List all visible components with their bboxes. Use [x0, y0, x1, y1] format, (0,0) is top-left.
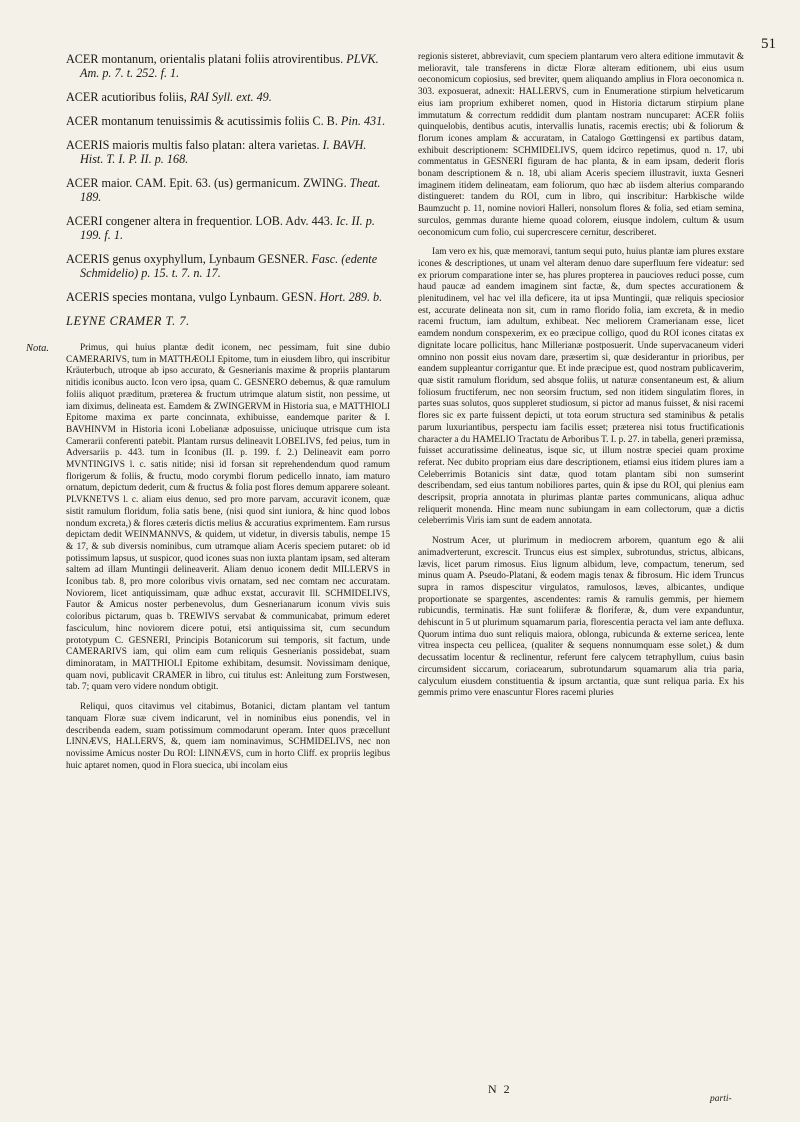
- synonym-citation: Pin. 431.: [340, 114, 386, 128]
- synonym-entry: [66, 138, 390, 166]
- synonym-citation: Hort. 289. b.: [319, 290, 383, 304]
- synonym-list: [66, 52, 390, 304]
- synonym-main: ACERIS maioris multis falso platan: altera varietas.: [66, 138, 320, 152]
- synonym-citation: I. BAVH. Hist. T. I. P. II. p. 168.: [80, 138, 367, 166]
- synonym-main: ACER montanum tenuissimis & acutissimis foliis C. B.: [66, 114, 338, 128]
- synonym-main: ACER maior. CAM. Epit. 63. (us) germanicum. ZWING.: [66, 176, 347, 190]
- synonym-entry: [66, 252, 390, 280]
- signature-mark: N 2: [488, 1082, 512, 1096]
- synonym-main: ACERIS genus oxyphyllum, Lynbaum GESNER.: [66, 252, 309, 266]
- paragraph: Primus, qui huius plantæ dedit iconem, nec pessimam, fuit sine dubio CAMERARIVS, tum in MATTHÆOLI Epitome, tum in eiusdem libro, qui inscribitur Kräuterbuch, utroque ab ipso accurato, & Gesnerianis maxime & propriis plantarum nitidis iconibus aucto. Icon vero ipsa, quam C. GESNERO debemus, & quæ ramulum foliis aliquot præditum, præterea & fructum utrimque alatum sistit, non pessime, ut iam diximus, delineata est. Eamdem & ZWINGERVM in Historia sua, e MATTHIOLI Epitome maxima ex parte concinnata, exhibuisse, eandemque pariter & I. BAVHINVM in Historia iconi Lobelianæ adposuisse, uniciuque utrisque cum ista Camerarii conferenti patebit. Plantam rursus delineavit LOBELIVS, fed peius, tum in Adversariis p. 443. tum in Iconibus (II. p. 199. f. 2.) Delineavit eam porro MVNTINGIVS l. c. satis nitide; nisi id forsan sit reprehendendum quod ramum florigerum & foliis, & fructu, modo corymbi florum pedicello innato, iam maturo ornatum, depictum dederit, cum & fructus & folia post flores demum apparere soleant. PLVKNETVS l. c. aliam eius denuo, sed pro more parvam, accuravit iconem, quæ sistit ramulum floridum, folia satis bene, (nisi quod sint iuniora, & hinc quod lobos nondum excreta,) & flores cæteris dictis melius & accuratius exprimentem. Eam rursus depictam dedit WEINMANNVS, & quidem, ut videtur, in diversis tabulis, nempe 15 & 17, & sub diversis nominibus, cum utramque aliam Aceris speciem putaret: ob id potissimum lapsus, ut suspicor, quod icones suas non iuxta plantam ipsam, sed alteram saltem ad illam Muntingii delineaverit. Aliam denuo iconem dedit MILLERVS in Iconibus tab. 8, pro more coloribus vivis ornatam, sed nec comtam nec accuratam. Noviorem, licet antiquissimam, quæ adhuc exstat, accuravit Ill. SCHMIDELIVS, Fautor & Amicus noster perbenevolus, dum Gesnerianarum iconum vivis suis coloribus pictarum, quas b. TREWIVS servabat & communicabat, primum ederet fasciculum, hinc noviorem dicere potui, etsi antiquissima sit, cum secundum prototypum C. GESNERI, Principis Botanicorum sui temporis, sit factum, unde CAMERARIVS iam, qui olim eam cum reliquis Gesnerianis possidebat, suam diminoratam, in MATTHIOLI Epitome exhibitam, desumsit. Novissimam denique, quam novi, publicavit CRAMER in libro, cui titulus est: Anleitung zum Forstwesen, tab. 7; quam vero videre nondum obtigit.: [66, 343, 391, 693]
- synonym-citation: Theat. 189.: [80, 176, 381, 204]
- left-paragraphs: [66, 343, 390, 772]
- nota-label: Nota.: [26, 343, 50, 354]
- synonym-main: ACER acutioribus foliis,: [66, 90, 187, 104]
- synonym-main: ACER montanum, orientalis platani foliis atrovirentibus.: [66, 52, 344, 66]
- paragraph: Iam vero ex his, quæ memoravi, tantum sequi puto, huius plantæ iam plures exstare icones & descriptiones, ut unam vel alteram denuo dare superfluum fere videatur: sed ex priorum comparatione inter se, has plures propterea in paucioves reduci posse, cum haud paucæ ad eandem imaginem sint factæ, &, dum spectes accurationem & plenitudinem, vel hac vel illa deficere, ita ut ipsa Muntingii, quæ reliquis speciosior est, accurate delineata non sit, cum in ramo florido folia, iam excreta, & in medio racemi fructum, iam adultum, exhibeat. Nec meliorem Cramerianam esse, licet eamdem nondum conspexerim, ex eo præcipue colligo, quod du ROI icones citatas ex dignitate locare pollicitus, hanc Millerianæ postposuerit. Unde supervacaneum videri omnino non possit eius novam dare, præsertim si, quæ desiderantur in prioribus, per eandem suppleantur corrigantur que. Et inde præcipue est, quod nostram publicaverim, quæ sistit ramulum floridum, sed absque foliis, ut naturæ consentaneum est, & alium foliosum fructiferum, nec non seorsim fructum, sed non itidem singulatim flores, in partes suas solutos, quos suppleret studiosum, si pictor ad manus fuisset, & nisi racemi flores sic ex parte fuissent depicti, ut tota eorum structura sed staminibus & petalis parum luxuriantibus, perspectu iam facilis esset; præterea nisi totus fructificationis character a du HAMELIO Tractatu de Arboribus T. I. p. 27. in tabella, generi præmissa, fuisset accuratissime delineatus, isque sic, ut illum nostræ speciei quam proxime referat. Nec dubito propriam eius dare descriptionem, etiamsi eius itidem plures iam a Celeberrimis Botanicis sint datæ, quod totam plantam sibi non sumserint describendam, sed eius tantum nobiliores partes, quin & ipse du ROI, qui plenius eam descripsit, propria annotata in plurimas plantæ partes communicans, aliqua adhuc reliquerit monenda. Hinc meam nunc subiungam in eam collectorum, quæ a dictis celeberrimis Viris iam sunt de eadem annotata.: [418, 247, 744, 527]
- synonym-entry: [66, 290, 390, 304]
- paragraph: regionis sisteret, abbreviavit, cum speciem plantarum vero altera editione immutavit & melioravit, tale transferens in dictæ Floræ alteram editionem, ubi eius usum oeconomicum copiosius, sed breviter, quem aliquando amplius in Flora oeconomica n. 303. exposuerat, adnexit: HALLERVS, cum in Enumeratione stirpium helveticarum eius iam proprium exhiberet nomen, quod in Historia dictarum stirpium plane immutatum & correctum reddidit dum plantam nostram nuncuparet: ACER foliis quinquelobis, dentibus acutis, intervallis lunatis, racemis erectis; ubi & foliorum & florum icones amplam & accuratam, in Catalogo Gœttingensi ex partibus datam, exhibuit descriptionem: SCHMIDELIVS, quem idcirco repetimus, quod n. 17, ubi commentatus in GESNERI figuram de hac planta, & in eam ipsam, dederit floris bonam descriptionem & n. 18, ubi aliam Aceris speciem illustravit, iuxta Gesneri imaginem itidem delineatam, eam foliorum, quo hæc ab iisdem alterius comparando distingueret: tandem du ROI, cum in libro, qui inscribitur: Harbkische wilde Baumzucht p. 11, nomine noviori Halleri, nonsolum flores & folia, sed etiam semina, surculos, gemmas durante hieme quoad colorem, eiusque indolem, cultum & usum oeconomicum cum folio, cui supercrescere cernitur, describeret.: [418, 52, 744, 238]
- paragraph: Nostrum Acer, ut plurimum in mediocrem arborem, quantum ego & alii animadverterunt, excrescit. Truncus eius est simplex, subrotundus, strictus, albicans, lævis, licet parum rimosus. Eius lignum albidum, leve, compactum, tenerum, sed minus quam A. Pseudo-Platani, & eodem magis tenax & fibrosum. Hic idem Truncus supra in ramos dispescitur virgulatos, ramulosos, læves, albicantes, undique proportionate se spargentes, ascendentes: ramis & ramulis gemmis, per hiemem rubicundis, terminatis. Hæ sunt foliiferæ & floriferæ, &, dum vere expanduntur, dehiscunt in 5 ut plurimum squamarum paria, florescentia peracta vel iam ante defluxa. Quorum intima duo sunt reliquis maiora, oblonga, rubicunda & externe sericea, lente vitrea inspecta ceu pellicea, (qualiter & sequens nonnumquam esse solet,) & dum decussatim locentur & reclinentur, referunt fere calycem tetraphyllum, cuius basin circumsident siccarum, coriacearum, subrotundarum squamarum alia tria paria, calyculum eiusdem constituentia & ipsum arctantia, quæ sunt reliqua paria. Ex his gemmis primo vere enascuntur Flores racemi pluries: [418, 536, 744, 699]
- synonym-entry: [66, 90, 390, 104]
- paragraph: Reliqui, quos citavimus vel citabimus, Botanici, dictam plantam vel tantum tanquam Floræ suæ civem indicarunt, vel in nominibus eius ponendis, vel in describenda eadem, suam potissimum commodarunt operam. Inter quos præcellunt LINNÆVS, HALLERVS, &, quem iam nominavimus, SCHMIDELIVS, nec non novissime Amicus noster Du ROI: LINNÆVS, cum in horto Cliff. ex propriis legibus huic aptaret nomen, quod in Flora suecica, ubi incolam eius: [66, 702, 390, 771]
- synonym-citation: PLVK. Am. p. 7. t. 252. f. 1.: [80, 52, 379, 80]
- nota-section: [26, 343, 391, 772]
- synonym-last: LEYNE CRAMER T. 7.: [66, 314, 190, 328]
- synonym-main: ACERI congener altera in frequentior. LOB. Adv. 443.: [66, 214, 333, 228]
- synonym-entry: [66, 114, 390, 128]
- synonym-entry: [66, 52, 390, 80]
- synonym-entry: [66, 176, 390, 204]
- synonym-main: ACERIS species montana, vulgo Lynbaum. GESN.: [66, 290, 317, 304]
- right-paragraphs: [418, 52, 744, 700]
- synonym-citation: Fasc. (edente Schmidelio) p. 15. t. 7. n. 17.: [80, 252, 378, 280]
- right-column: [418, 52, 744, 708]
- catchword: parti-: [710, 1094, 732, 1104]
- synonym-citation: RAI Syll. ext. 49.: [189, 90, 272, 104]
- page-number: 51: [761, 36, 776, 52]
- synonym-entry: [66, 214, 390, 242]
- left-column: [26, 52, 391, 780]
- synonym-citation: Ic. II. p. 199. f. 1.: [80, 214, 375, 242]
